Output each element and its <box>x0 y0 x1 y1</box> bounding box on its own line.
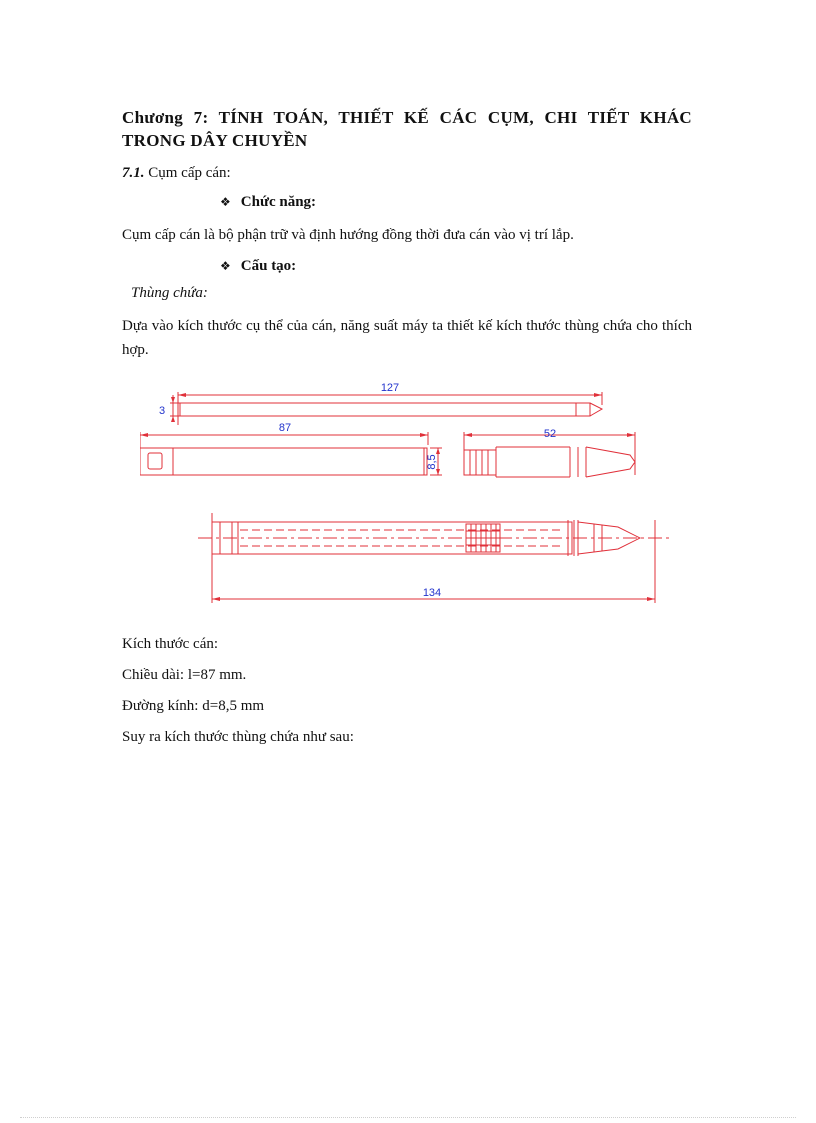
specs-length: Chiều dài: l=87 mm. <box>122 667 247 683</box>
barrel-part <box>140 432 442 475</box>
structure-heading <box>220 256 296 276</box>
diamond-bullet-icon: ❖ <box>220 259 231 273</box>
container-label: Thùng chứa: <box>131 285 208 301</box>
function-heading <box>220 192 316 212</box>
pen-technical-drawing <box>140 375 680 610</box>
dim-refill-diameter: 3 <box>158 405 166 417</box>
diamond-bullet-icon: ❖ <box>220 195 231 209</box>
structure-heading-text: Cấu tạo: <box>240 258 297 274</box>
dim-cap-length: 52 <box>543 428 557 440</box>
section-heading <box>122 163 231 183</box>
section-number: 7.1. <box>122 165 145 181</box>
specs-diameter: Đường kính: d=8,5 mm <box>122 698 265 714</box>
chapter-title: Chương 7: TÍNH TOÁN, THIẾT KẾ CÁC CỤM, CHI TIẾT KHÁC TRONG DÂY CHUYỀN <box>122 108 692 150</box>
refill-part <box>170 392 602 425</box>
specs-heading: Kích thước cán: <box>122 636 219 652</box>
dim-barrel-length: 87 <box>278 422 292 434</box>
dim-refill-length: 127 <box>380 382 400 394</box>
function-paragraph: Cụm cấp cán là bộ phận trữ và định hướng đồng thời đưa cán vào vị trí lắp. <box>122 227 574 243</box>
specs-conclusion: Suy ra kích thước thùng chứa như sau: <box>122 729 354 745</box>
container-paragraph: Dựa vào kích thước cụ thể của cán, năng suất máy ta thiết kế kích thước thùng chứa cho thích hợp. <box>122 318 692 358</box>
section-title: Cụm cấp cán: <box>148 165 231 181</box>
dim-total-length: 134 <box>422 587 442 599</box>
dim-barrel-diameter: 8,5 <box>426 454 438 470</box>
function-heading-text: Chức năng: <box>240 194 317 210</box>
page-footer-divider <box>20 1117 796 1119</box>
